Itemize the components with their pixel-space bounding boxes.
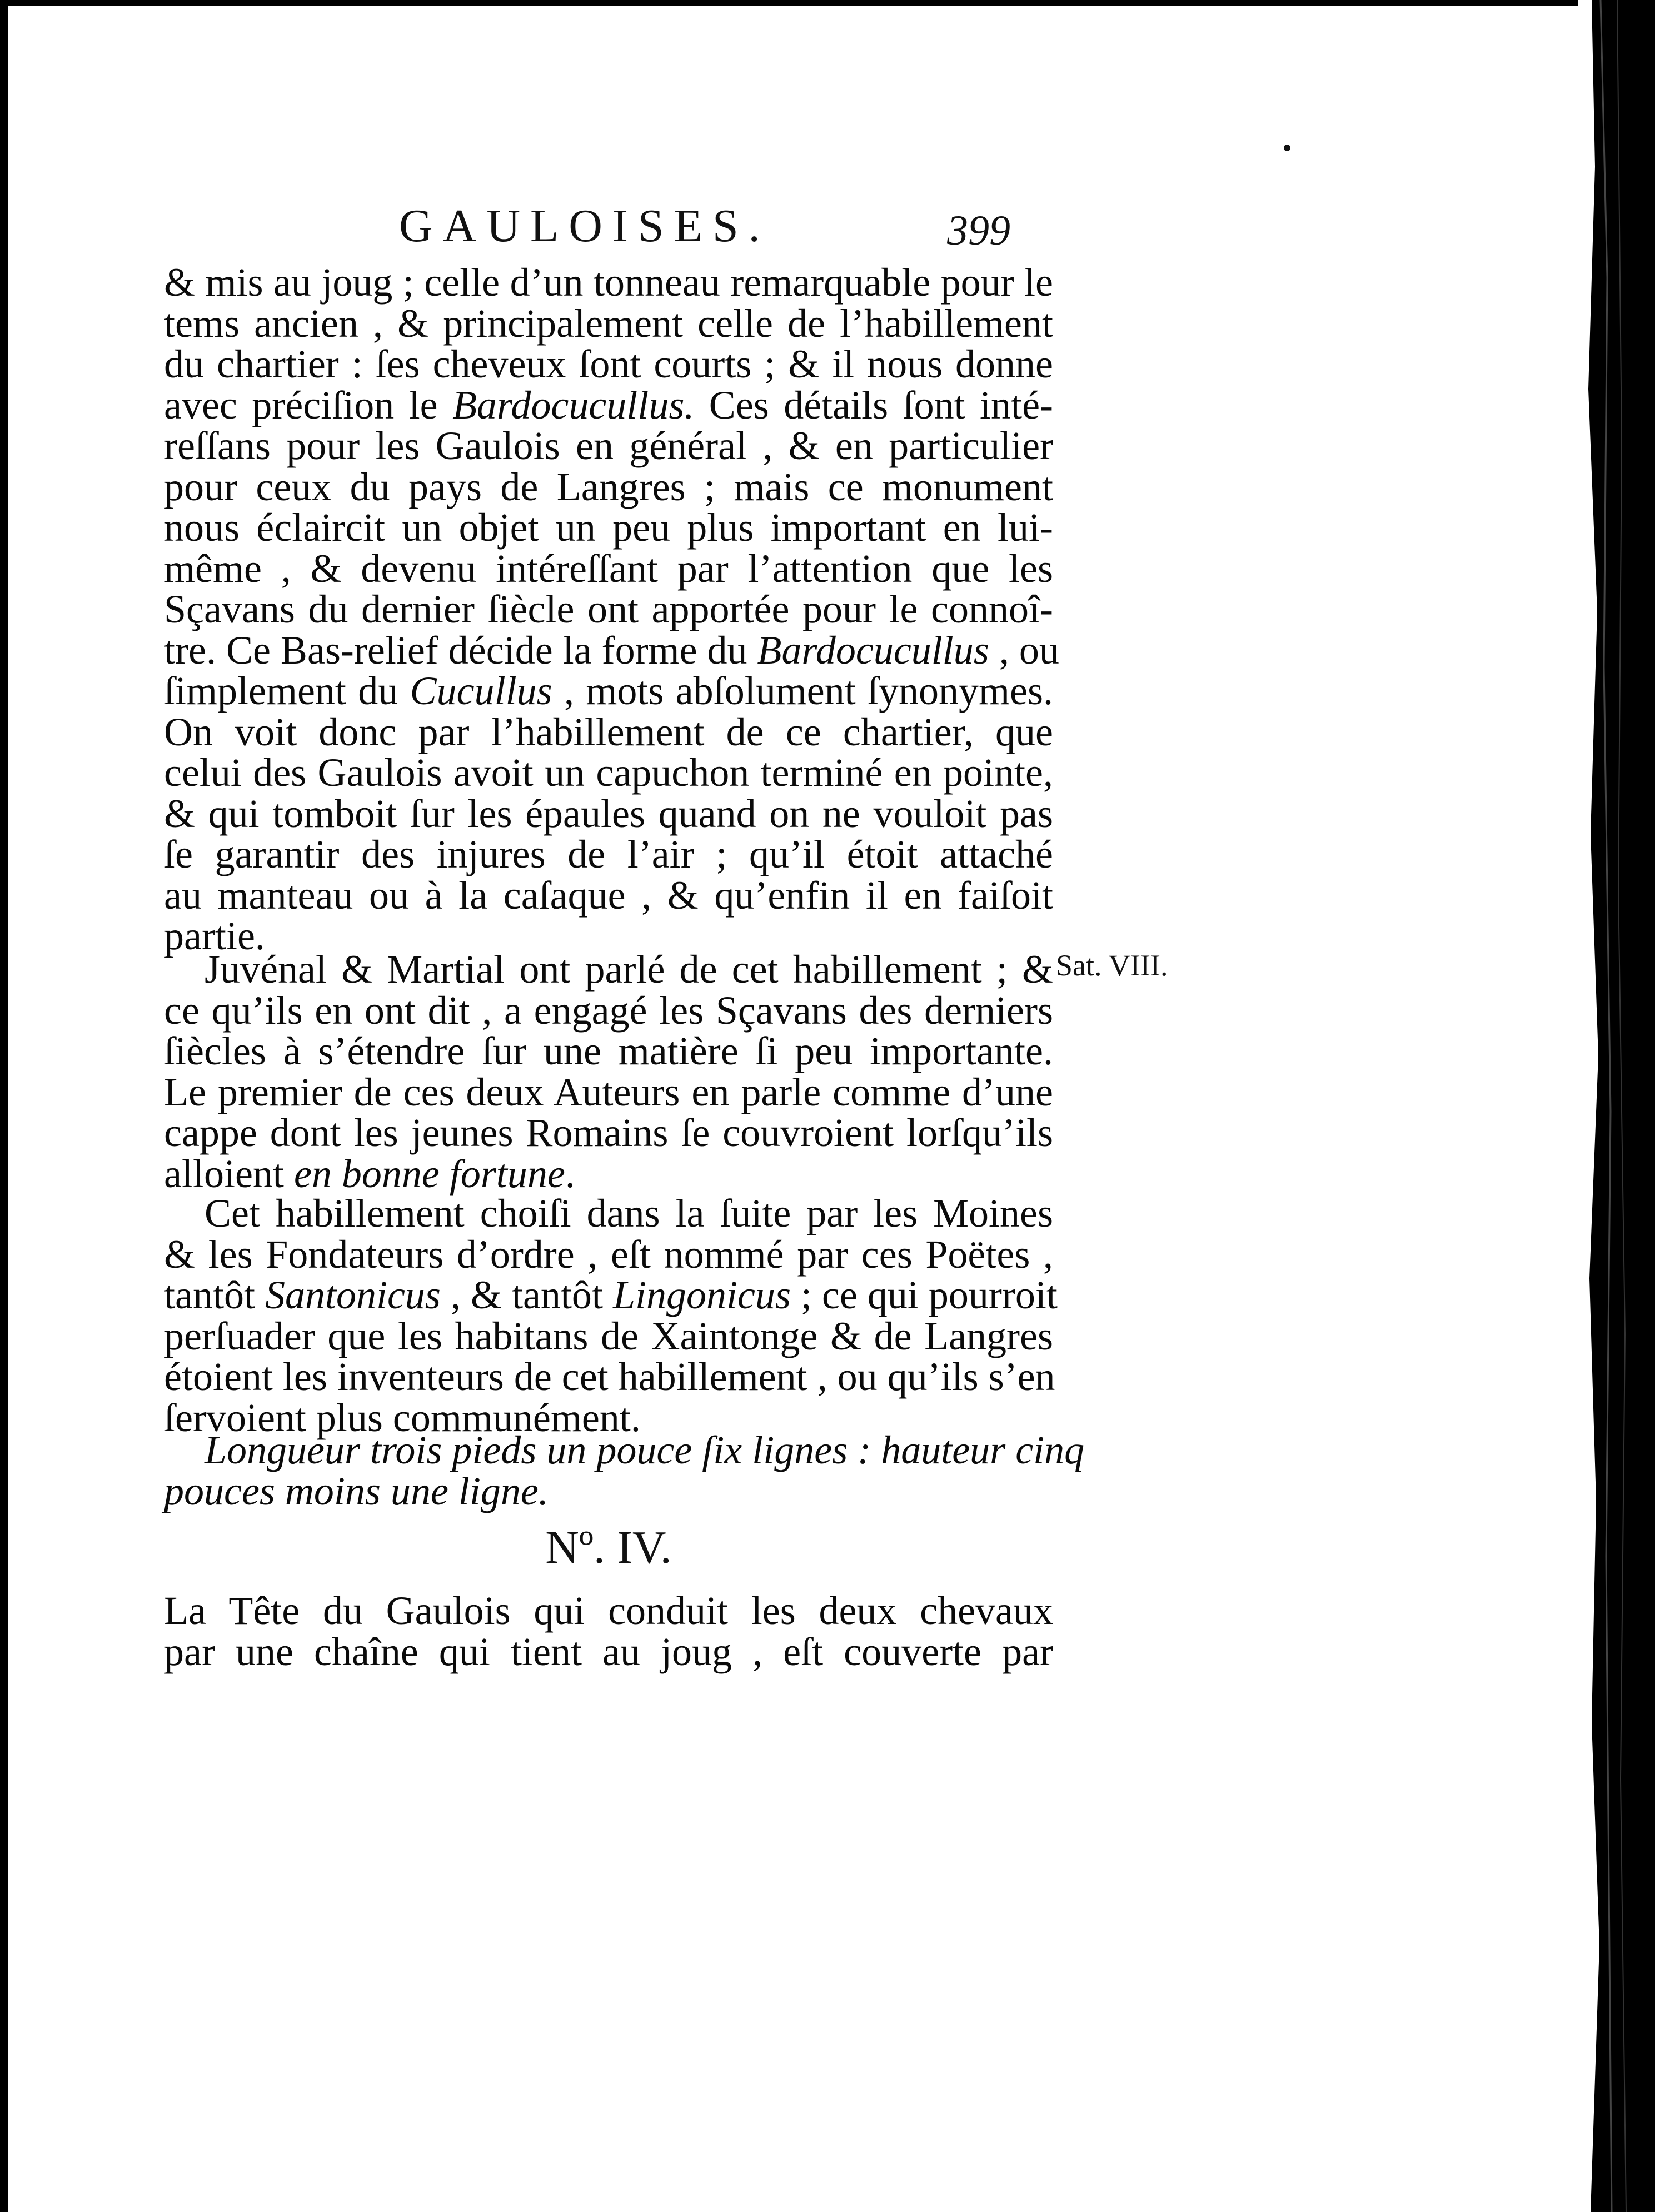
text-run: avec préciſion le [164,382,453,427]
text-run: celui des Gaulois avoit un capuchon terminé en pointe, [164,750,1053,795]
text-run: au manteau ou à la caſaque , & qu’enfin il en faiſoit [164,873,1053,918]
text-run: La Tête du Gaulois qui conduit les deux chevaux [164,1588,1053,1633]
text-run: , mots abſolument ſynonymes. [552,669,1053,713]
text-run: Sçavans du dernier ſiècle ont apportée pour le connoî- [164,587,1053,631]
text-run: perſuader que les habitans de Xaintonge & de Langres [164,1313,1053,1358]
page-edge-shadow [1578,0,1655,2212]
paragraph4-line [164,1624,1053,1680]
text-run: ſervoient plus communément. [164,1395,641,1440]
italic-term: Cucullus [410,669,552,713]
text-run: & les Fondateurs d’ordre , eſt nommé par ces Poëtes , [164,1232,1053,1277]
text-run: ſiècles à s’étendre ſur une matière ſi peu importante. [164,1029,1053,1073]
text-run: & qui tomboit ſur les épaules quand on ne vouloit pas [164,791,1053,836]
text-run: , ou [989,627,1059,672]
text-run: ce qu’ils en ont dit , a engagé les Sçavans des derniers [164,988,1053,1033]
text-run: tantôt [164,1273,265,1317]
text-run: alloient [164,1151,294,1196]
text-run: étoient les inventeurs de cet habillement , ou qu’ils s’en [164,1354,1055,1399]
italic-term: en bonne fortune [293,1151,565,1196]
italic-term: Bardocucullus [757,627,989,672]
text-run: même , & devenu intéreſſant par l’attention que les [164,546,1053,591]
text-run: tems ancien , & principalement celle de l’habillement [164,301,1053,346]
text-run: du chartier : ſes cheveux ſont courts ; & il nous donne [164,342,1053,386]
text-run: Le premier de ces deux Auteurs en parle comme d’une [164,1069,1053,1114]
running-head [0,0,1655,289]
text-run: ; ce qui pourroit [790,1273,1058,1317]
text-run: & mis au joug ; celle d’un tonneau remarquable pour le [164,260,1053,305]
italic-term: Bardocucullus. [452,382,695,427]
text-run: ſe garantir des injures de l’air ; qu’il étoit attaché [164,832,1053,876]
text-run: ſimplement du [164,669,410,713]
scan-border-left [0,0,8,2212]
page-number: 399 [947,207,1010,254]
margin-note: Sat. VIII. [1056,949,1168,982]
running-head-title: GAULOISES. [399,200,770,252]
text-run: cappe dont les jeunes Romains ſe couvroient lorſqu’ils [164,1110,1053,1155]
italic-term: Lingonicus [612,1273,791,1317]
measurements-line [164,1463,1053,1519]
italic-term: Santonicus [265,1273,441,1317]
text-run: Ces détails ſont inté- [694,382,1053,427]
text-run: Cet habillement choiſi dans la ſuite par les Moines [205,1191,1053,1235]
text-run: , & tantôt [440,1273,613,1317]
text-run: . [565,1151,575,1196]
text-run: Juvénal & Martial ont parlé de cet habillement ; & [205,947,1053,992]
section-heading: Nº. IV. [545,1522,672,1573]
text-run: partie. [164,914,265,958]
text-run: Longueur trois pieds un pouce ſix lignes : hauteur cinq [205,1428,1085,1472]
text-run: pour ceux du pays de Langres ; mais ce monument [164,464,1053,509]
text-run: nous éclaircit un objet un peu plus important en lui- [164,505,1053,550]
text-run: reſſans pour les Gaulois en général , & en particulier [164,424,1053,468]
text-run: tre. Ce Bas-relief décide la forme du [164,627,757,672]
text-run: pouces moins une ligne. [164,1468,549,1513]
text-run: par une chaîne qui tient au joug , eſt couverte par [164,1629,1053,1674]
text-run: On voit donc par l’habillement de ce chartier, que [164,709,1053,754]
